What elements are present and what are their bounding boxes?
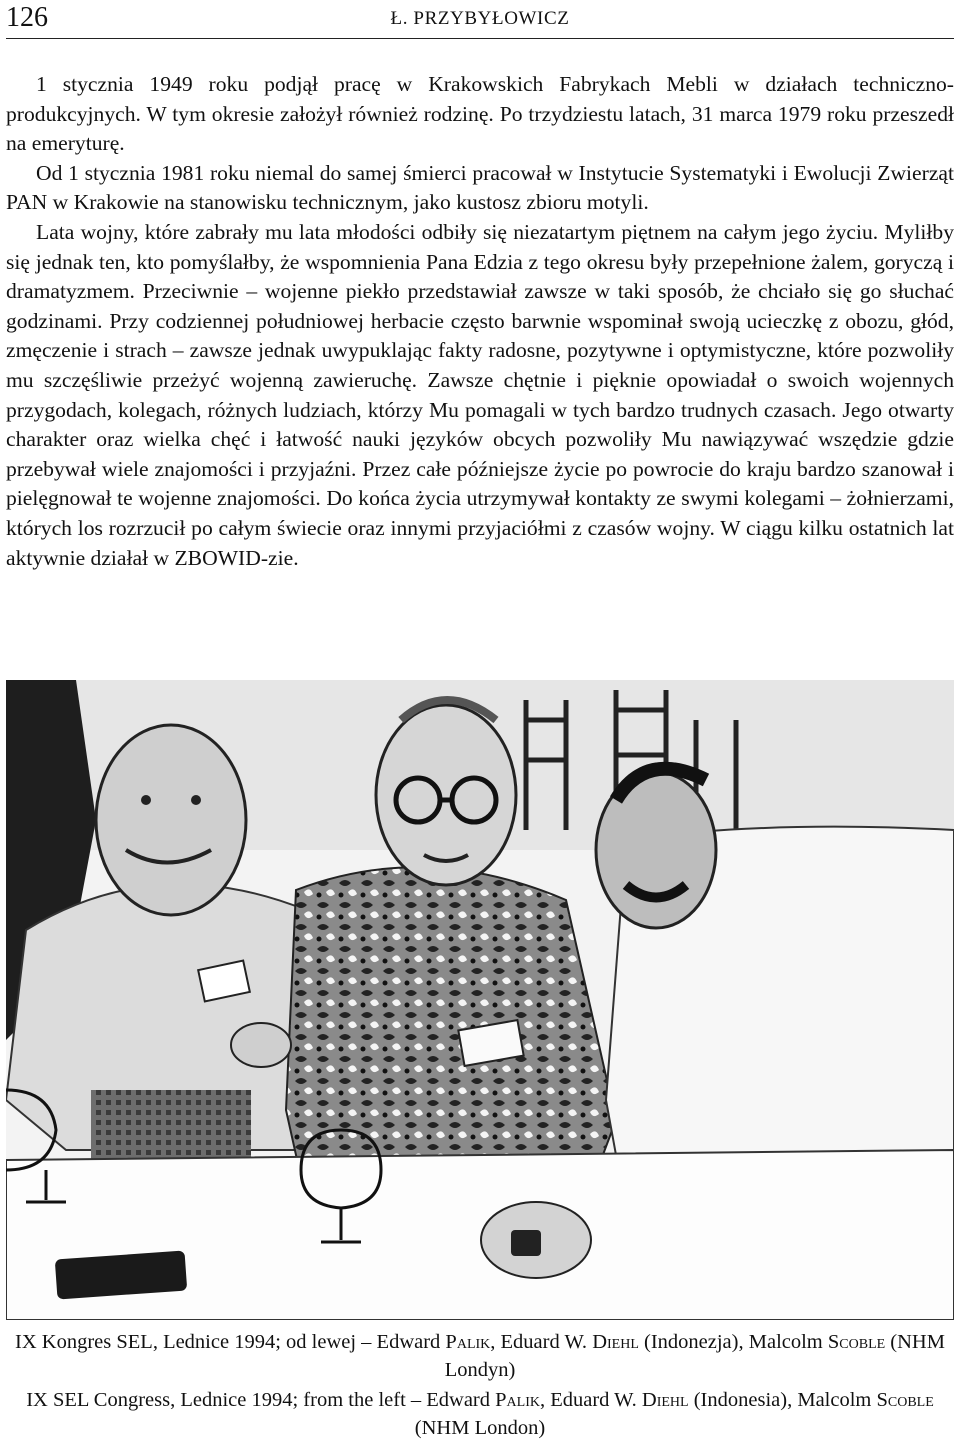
caption-pl-name2-rest: iehl [607, 1331, 639, 1353]
caption-pl-text-2: , Eduard W. [490, 1331, 593, 1353]
caption-pl-name1-initial: P [445, 1331, 457, 1353]
caption-en-name3-rest: coble [887, 1389, 934, 1411]
paragraph-2: Od 1 stycznia 1981 roku niemal do samej śmierci pracował w Instytucie Systematyki i Ewolucji Zwierząt PAN w Krakowie na stanowisku technicznym, jako kustosz zbioru motyli. [6, 160, 954, 215]
caption-pl-text-1: IX Kongres SEL, Lednice 1994; od lewej – Edward [15, 1331, 446, 1353]
page-header [6, 0, 954, 39]
caption-pl-text-3: (Indonezja), Malcolm [638, 1331, 828, 1353]
caption-en-name2-initial: D [641, 1389, 657, 1411]
caption-en-name2-rest: iehl [656, 1389, 689, 1411]
caption-en-text-4: (NHM London) [414, 1417, 546, 1439]
group-photo [6, 680, 954, 1320]
caption-en-name1-initial: P [495, 1389, 507, 1411]
caption-en-text-1: IX SEL Congress, Lednice 1994; from the left – Edward [26, 1389, 496, 1411]
caption-polish [6, 1328, 954, 1384]
caption-pl-name1-rest: alik [456, 1331, 491, 1353]
photo-captions [6, 1328, 954, 1444]
caption-pl-name2-initial: D [592, 1331, 607, 1353]
body-text [6, 70, 954, 573]
caption-english [6, 1386, 954, 1442]
paragraph-3: Lata wojny, które zabrały mu lata młodości odbiły się niezatartym piętnem na całym jego życiu. Myliłby się jednak ten, kto pomyślałby, że wspomnienia Pana Edzia z tego okresu były przepełnione żalem, goryczą i dramatyzmem. Przeciwnie – wojenne piekło przedstawiał zawsze w taki sposób, że chciało się go słuchać godzinami. Przy codziennej południowej herbacie często barwnie wspominał swoją ucieczkę z obozu, głód, zmęczenie i strach – zawsze jednak uwypuklając fakty radosne, pozytywne i optymistyczne, które pozwoliły mu szczęśliwie przeżyć wojenną zawieruchę. Zawsze chętnie i pięknie opowiadał o swoich wojennych przygodach, kolegach, różnych ludziach, którzy Mu pomagali w tych bardzo trudnych czasach. Jego otwarty charakter oraz wielka chęć i łatwość nauki języków obcych pozwoliły Mu nawiązywać wszędzie gdzie przebywał wiele znajomości i przyjaźni. Przez całe późniejsze życie po powrocie do kraju bardzo szanował i pielęgnował te wojenne znajomości. Do końca życia utrzymywał kontakty ze swymi kolegami – żołnierzami, których los rozrzucił po całym świecie oraz innymi przyjaciółmi z czasów wojny. W ciągu kilku ostatnich lat aktywnie działał w ZBOWID-zie. [6, 219, 954, 570]
caption-pl-text-4: (NHM Londyn) [444, 1331, 945, 1381]
caption-en-name3-initial: S [876, 1389, 888, 1411]
photo-illustration [6, 680, 954, 1320]
paragraph-1: 1 stycznia 1949 roku podjął pracę w Krakowskich Fabrykach Mebli w działach techniczno-produkcyjnych. W tym okresie założył również rodzinę. Po trzydziestu latach, 31 marca 1979 roku przeszedł na emeryturę. [6, 72, 954, 156]
caption-en-name1-rest: alik [506, 1389, 540, 1411]
caption-pl-name3-initial: S [827, 1331, 840, 1353]
caption-en-text-2: , Eduard W. [539, 1389, 642, 1411]
running-head: Ł. PRZYBYŁOWICZ [390, 8, 570, 29]
caption-en-text-3: (Indonesia), Malcolm [688, 1389, 877, 1411]
page-number: 126 [6, 2, 48, 33]
caption-pl-name3-rest: coble [839, 1331, 886, 1353]
